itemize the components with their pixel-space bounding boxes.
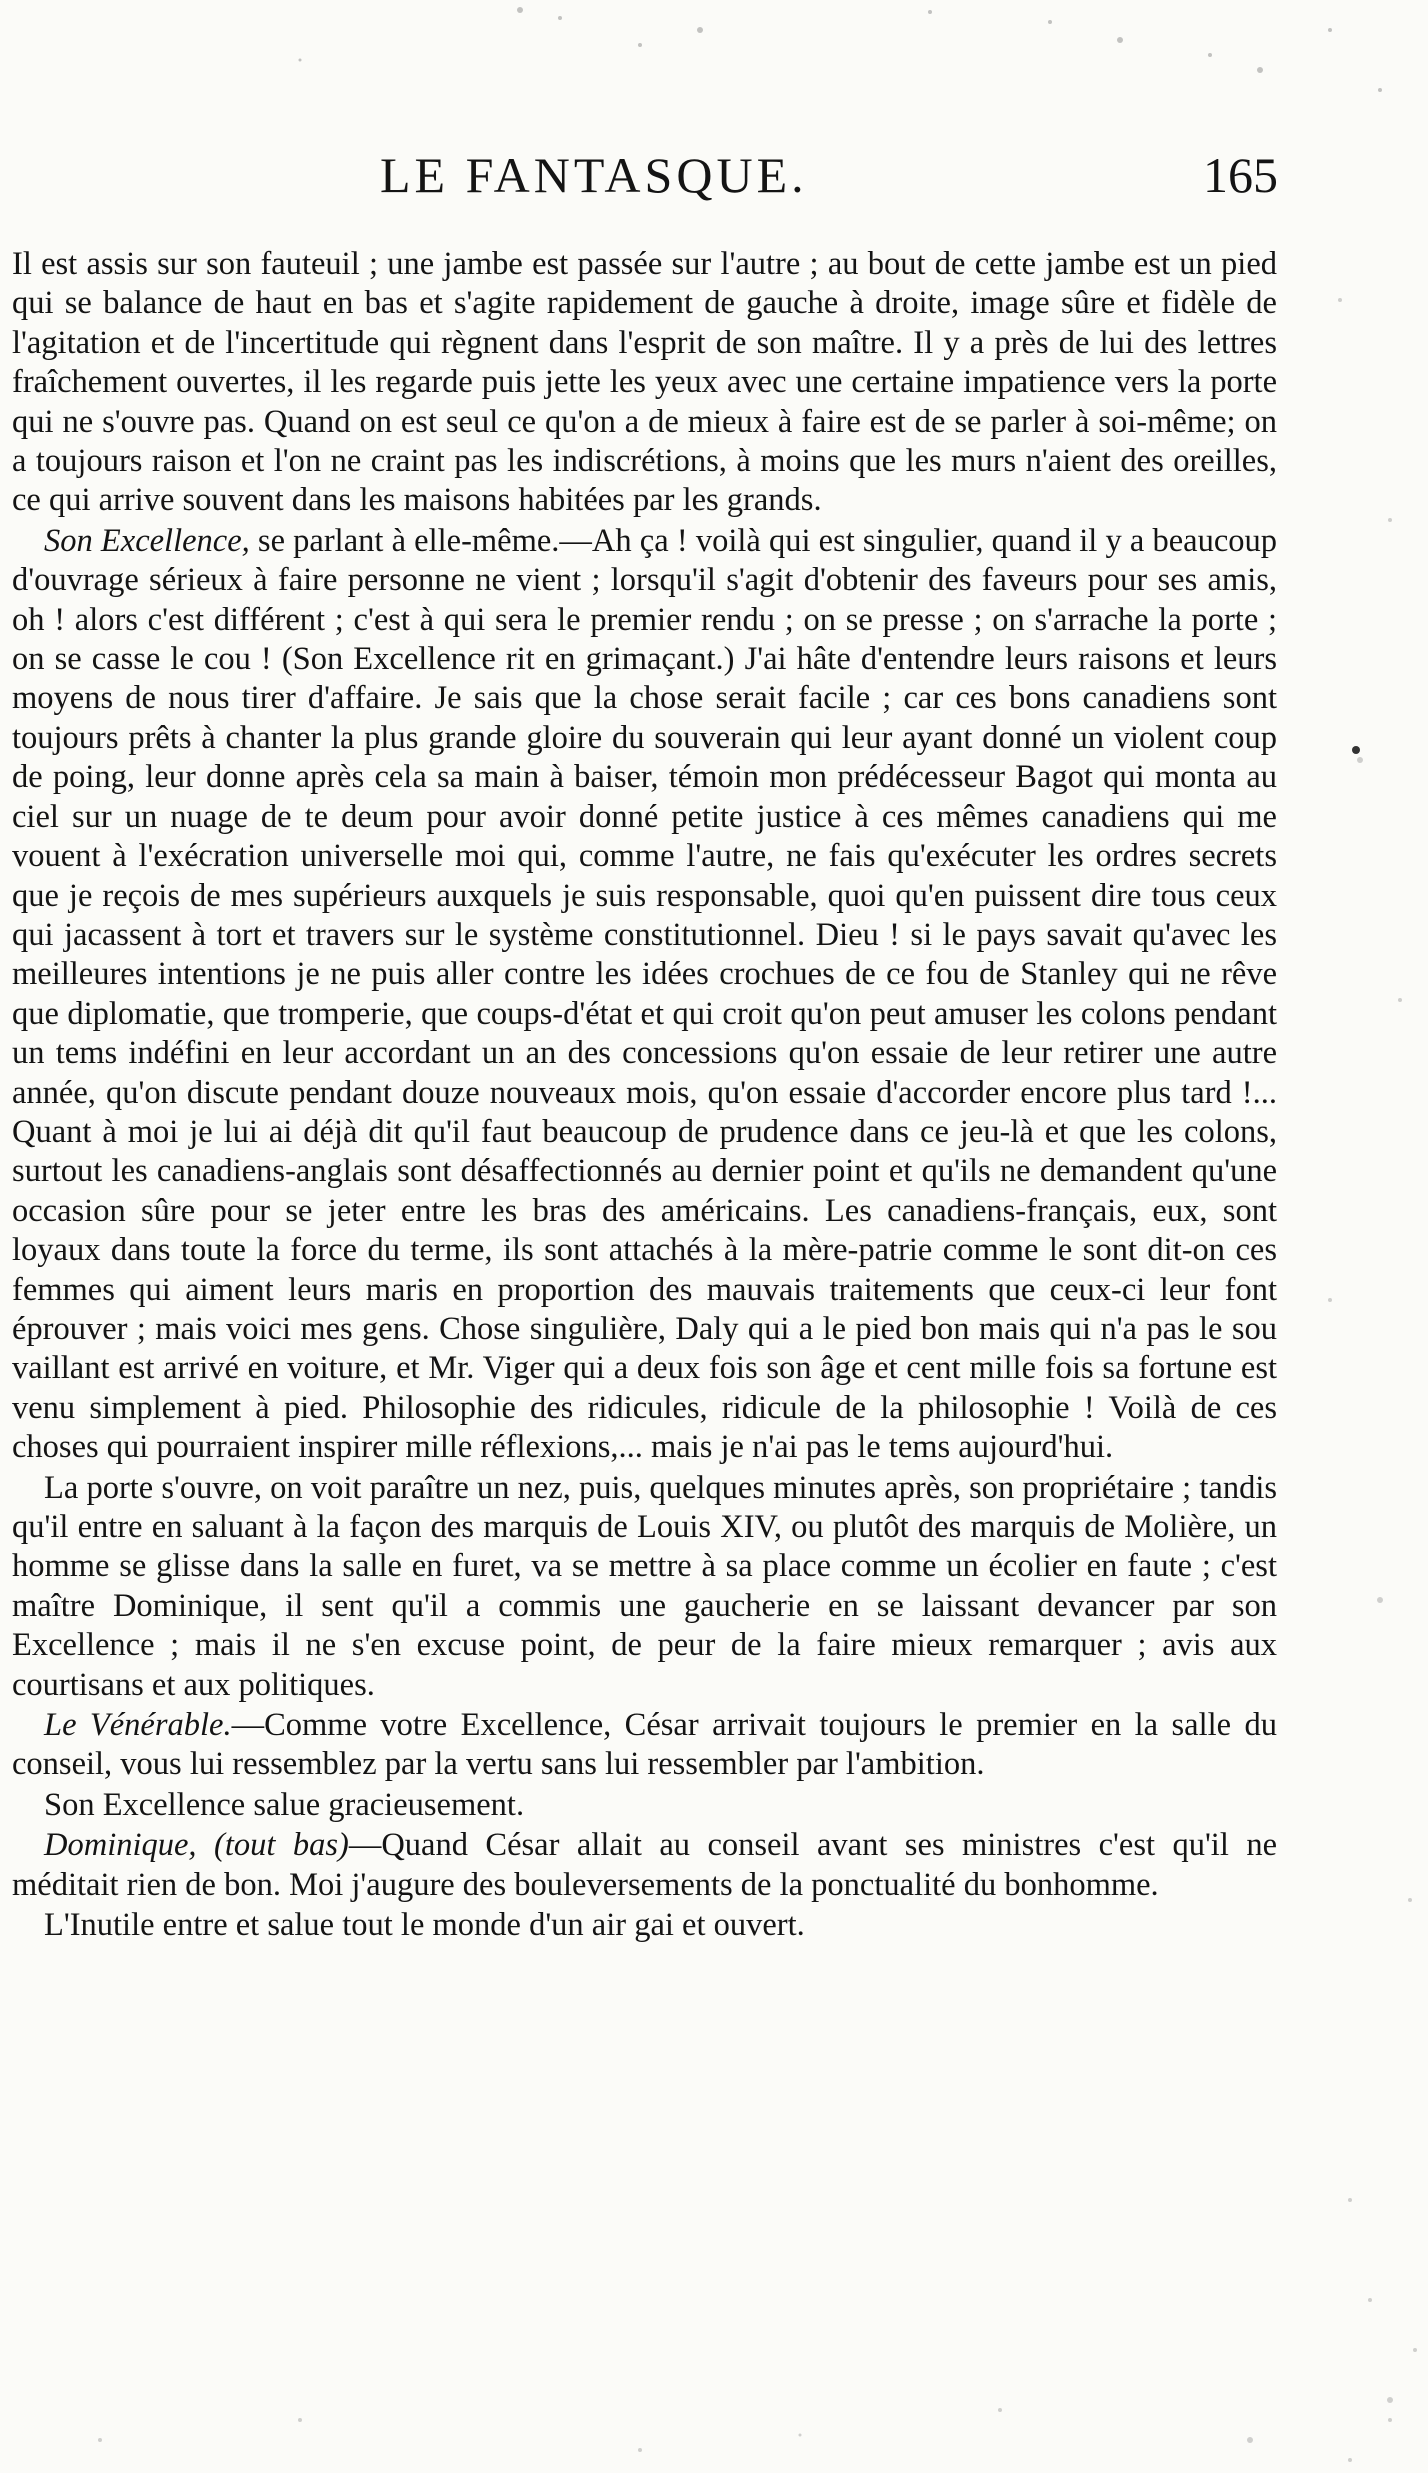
speaker-label: Dominique, (tout bas) [44,1827,349,1864]
paragraph-4 [12,1706,1277,1785]
scan-speckle-top [0,0,1428,150]
paragraph-text: —Comme votre Excellence, César arrivait toujours le premier en la salle du conseil, vous lui ressemblez par la vertu sans lui ressembler par l'ambition. [12,1707,1277,1783]
paragraph-2 [12,522,1277,1468]
paragraph-text: se parlant à elle-même.—Ah ça ! voilà qui est singulier, quand il y a beaucoup d'ouvrage sérieux à faire personne ne vient ; lorsqu'il s'agit d'obtenir des faveurs pour ses amis, oh ! alors c'est différent ; c'est à qui sera le premier rendu ; on se presse ; on s'arrache la porte ; on se casse le cou ! (Son Excellence rit en grimaçant.) J'ai hâte d'entendre leurs raisons et leurs moyens de nous tirer d'affaire. Je sais que la chose serait facile ; car ces bons canadiens sont toujours prêts à chanter la plus grande gloire du souverain qui leur ayant donné un violent coup de poing, leur donne après cela sa main à baiser, témoin mon prédécesseur Bagot qui monta au ciel sur un nuage de te deum pour avoir donné petite justice à ces mêmes canadiens qui me vouent à l'exécration universelle moi qui, comme l'autre, ne fais qu'exécuter les ordres secrets que je reçois de mes supérieurs auxquels je suis responsable, quoi qu'en puissent dire tous ceux qui jacassent à tort et travers sur le système constitutionnel. Dieu ! si le pays savait qu'avec les meilleures intentions je ne puis aller contre les idées crochues de ce fou de Stanley qui ne rêve que diplomatie, que tromperie, que coups-d'état et qui croit qu'on peut amuser les colons pendant un tems indéfini en leur accordant un an des concessions qu'on essaie de leur retirer une autre année, qu'on discute pendant douze nouveaux mois, qu'on essaie d'accorder encore plus tard !... Quant à moi je lui ai déjà dit qu'il faut beaucoup de prudence dans ce jeu-là et que les colons, surtout les canadiens-anglais sont désaffectionnés au dernier point et qu'ils ne demandent qu'une occasion sûre pour se jeter entre les bras des américains. Les canadiens-français, eux, sont loyaux dans toute la force du terme, ils sont attachés à la mère-patrie comme le sont dit-on ces femmes qui aiment leurs maris en proportion des mauvais traitements que ceux-ci leur font éprouver ; mais voici mes gens. Chose singulière, Daly qui a le pied bon mais qui n'a pas le sou vaillant est arrivé en voiture, et Mr. Viger qui a deux fois son âge et cent mille fois sa fortune est venu simplement à pied. Philosophie des ridicules, ridicule de la philosophie ! Voilà de ces choses qui pourraient inspirer mille réflexions,... mais je n'ai pas le tems aujourd'hui. [12,522,1278,1466]
paragraph-text: Son Excellence salue gracieusement. [44,1786,525,1823]
running-title: LE FANTASQUE. [380,147,808,203]
speaker-label: Le Vénérable. [44,1707,232,1744]
paragraph-text: —Quand César allait au conseil avant ses ministres c'est qu'il ne méditait rien de bon. Moi j'augure des bouleversements de la ponctualité du bonhomme. [12,1827,1278,1903]
paragraph-text: La porte s'ouvre, on voit paraître un nez, puis, quelques minutes après, son propriétaire ; tandis qu'il entre en saluant à la façon des marquis de Louis XIV, ou plutôt des marquis de Molière, un homme se glisse dans la salle en furet, va se mettre à sa place comme un écolier en faute ; c'est maître Dominique, il sent qu'il a commis une gaucherie en se laissant devancer par son Excellence ; mais il ne s'en excuse point, de peur de la faire mieux remarquer ; avis aux courtisans et aux politiques. [12,1469,1277,1703]
paragraph-text: L'Inutile entre et salue tout le monde d'un air gai et ouvert. [44,1907,805,1944]
page-number: 165 [1203,147,1278,203]
article-body [12,245,1277,1945]
scan-speckle-bottom [0,2380,1428,2473]
paragraph-7 [12,1906,1277,1945]
paragraph-3 [12,1469,1277,1705]
paragraph-5 [12,1786,1277,1825]
page-header [0,140,1428,210]
speaker-label: Son Excellence, [44,522,250,559]
paragraph-6 [12,1826,1277,1905]
scan-speckle-right [1300,0,1428,2473]
paragraph-text: Il est assis sur son fauteuil ; une jambe est passée sur l'autre ; au bout de cette jambe est un pied qui se balance de haut en bas et s'agite rapidement de gauche à droite, image sûre et fidèle de l'agitation et de l'incertitude qui règnent dans l'esprit de son maître. Il y a près de lui des lettres fraîchement ouvertes, il les regarde puis jette les yeux avec une certaine impatience vers la porte qui ne s'ouvre pas. Quand on est seul ce qu'on a de mieux à faire est de se parler à soi-même; on a toujours raison et l'on ne craint pas les indiscrétions, à moins que les murs n'aient des oreilles, ce qui arrive souvent dans les maisons habitées par les grands. [12,246,1277,519]
paragraph-1 [12,245,1277,521]
